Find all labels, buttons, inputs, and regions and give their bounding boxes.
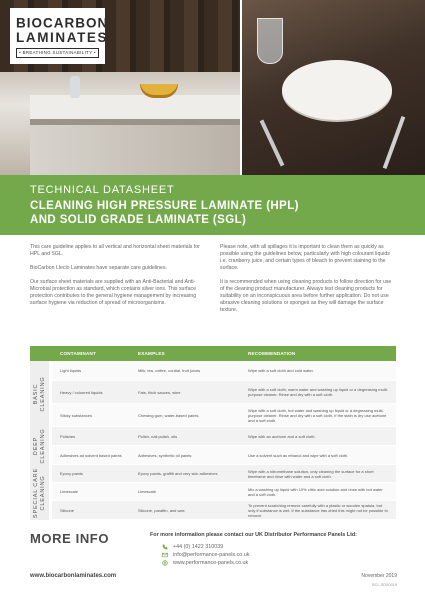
table-row bbox=[52, 427, 396, 446]
contact-website[interactable] bbox=[162, 559, 400, 567]
intro-paragraph: Our surface sheet materials are supplied with an Anti-Bacterial and Anti-Microbial protection as standard, which contains silver ions. This surface protection contributes to the general hygiene management by increasing surface hygiene via reduction of spread of microorganisms. bbox=[30, 279, 197, 306]
header-examples: EXAMPLES bbox=[138, 351, 165, 356]
cell-recommendation: Wipe with an acetone and a soft cloth. bbox=[248, 433, 316, 439]
table-row bbox=[52, 361, 396, 381]
intro-left-column bbox=[30, 244, 206, 314]
phone-number: +44 (0) 1422 310039 bbox=[173, 544, 224, 550]
kitchen-island-top bbox=[30, 95, 240, 125]
cell-contaminant: Light liquids bbox=[60, 368, 82, 373]
title-banner bbox=[0, 175, 425, 235]
cell-contaminant: Adhesives ad solvent based paints bbox=[60, 452, 122, 458]
group-label: DEEP CLEANING bbox=[32, 428, 46, 464]
cell-recommendation: Wipe with a soft cloth, hot water and washing up liquid or a degreasing multi-purpose cleaner. Rinse and dry with a soft cloth. If the stain is dry use acetone and a soft cloth. bbox=[248, 407, 387, 423]
group-basic-cleaning bbox=[30, 361, 50, 427]
group-deep-cleaning bbox=[30, 427, 50, 465]
cell-recommendation: Use a solvent such as ethanol and wipe with a soft cloth. bbox=[248, 452, 349, 458]
cleaning-table bbox=[30, 346, 396, 520]
cell-examples: Chewing gum, water-based paints bbox=[138, 412, 199, 418]
wine-glass bbox=[257, 18, 283, 64]
intro-paragraph: It is recommended when using cleaning products to follow direction for use of the cleaning product manufacturer. Always test cleaning products for suitability on an inconspicuous area before further application. Do not use abrasive cleaning solutions or sponges as they will damage the surface texture. bbox=[220, 279, 392, 313]
cell-recommendation: To prevent scratching remove carefully with a plastic or wooden spatula, but only if substance is wet. If the substance has dried this might not be possible to remove. bbox=[248, 502, 388, 518]
group-special-care-cleaning bbox=[30, 465, 50, 520]
footer-website[interactable]: www.biocarbonlaminates.com bbox=[30, 573, 117, 579]
more-info-title: MORE INFO bbox=[30, 531, 110, 546]
contact-phone[interactable] bbox=[162, 543, 400, 551]
header-recommendation: RECOMMENDATION bbox=[248, 351, 296, 356]
knife bbox=[383, 116, 406, 169]
website-link: www.performance-panels.co.uk bbox=[173, 560, 249, 566]
cell-examples: Polish, nail polish, oils bbox=[138, 433, 178, 439]
logo-line-1: BIOCARBON® bbox=[16, 15, 113, 31]
cell-contaminant: Silicone bbox=[60, 507, 75, 513]
contact-heading: For more information please contact our UK Distributor Performance Panels Ltd: bbox=[150, 532, 357, 538]
cell-recommendation: Wipe with a soft cloth, warm water and washing up liquid or a degreasing multi-purpose cleaner. Rinse and dry with a soft cloth. bbox=[248, 387, 389, 397]
table-row bbox=[52, 381, 396, 404]
email-address: info@performance-panels.co.uk bbox=[173, 552, 250, 558]
table-row bbox=[52, 446, 396, 465]
document-title-line-1: CLEANING HIGH PRESSURE LAMINATE (HPL) bbox=[30, 200, 299, 212]
table-row bbox=[52, 465, 396, 483]
header-contaminant: CONTAMINANT bbox=[60, 351, 97, 356]
intro-paragraph: BioCarbon Lleclo Laminates have separate care guidelines. bbox=[30, 265, 167, 271]
cell-recommendation: Mix a washing up liquid with 10% citric acid solution and rinse with hot water and a soft cloth. bbox=[248, 486, 383, 497]
fork bbox=[260, 119, 285, 166]
table-header bbox=[30, 346, 396, 361]
email-icon bbox=[162, 552, 168, 558]
biocarbon-logo bbox=[10, 8, 113, 64]
cell-examples: Limescale bbox=[138, 489, 157, 494]
vase bbox=[70, 76, 80, 98]
cell-examples: Epoxy paints, graffiti and very sick adhesives bbox=[138, 471, 218, 476]
phone-icon bbox=[162, 544, 168, 550]
kitchen-island-side bbox=[30, 125, 240, 175]
cell-contaminant: Polishes bbox=[60, 433, 76, 439]
globe-icon bbox=[162, 560, 168, 566]
table-row bbox=[52, 501, 396, 520]
logo-tagline: • BREATHING SUSTAINABILITY • bbox=[16, 48, 99, 58]
intro-right-column bbox=[220, 244, 396, 321]
cell-contaminant: Heavy / coloured liquids bbox=[60, 389, 103, 395]
cell-contaminant: Sticky substances bbox=[60, 412, 93, 418]
footer-date: November 2019 bbox=[361, 573, 397, 579]
cell-examples: Silicone, paraffin, and wax bbox=[138, 507, 185, 513]
datasheet-label: TECHNICAL DATASHEET bbox=[30, 184, 175, 196]
table-setting-photo bbox=[242, 0, 425, 175]
group-label: SPECIAL CARE CLEANING bbox=[32, 467, 46, 518]
intro-paragraph: This care guideline applies to all vertical and horizontal sheet materials for HPL and SGL. bbox=[30, 244, 200, 257]
table-row bbox=[52, 483, 396, 501]
cell-contaminant: Limescale bbox=[60, 489, 79, 494]
logo-line-2: LAMINATES bbox=[16, 29, 109, 45]
document-code: BCL-SDS0019 bbox=[372, 583, 397, 587]
document-title-line-2: AND SOLID GRADE LAMINATE (SGL) bbox=[30, 214, 247, 226]
cell-examples: Adhesives, synthetic oil paints bbox=[138, 452, 192, 458]
group-label: BASIC CLEANING bbox=[32, 376, 46, 412]
cell-contaminant: Epoxy paints bbox=[60, 471, 83, 476]
contact-email[interactable] bbox=[162, 551, 400, 559]
intro-paragraph: Please note, with all spillages it is important to clean them as quickly as possible using the guidelines below, particularly with high colourant liquids i.e. cranberry juice, and certain types of bleach to prevent staining to the surface. bbox=[220, 244, 390, 271]
table-row bbox=[52, 404, 396, 427]
cell-recommendation: Wipe with a soft cloth and cold water. bbox=[248, 368, 314, 373]
cell-recommendation: Wipe with a nitromethane solution, only cleaning the surface for a short timeframe and rinse with water and a soft cloth. bbox=[248, 468, 374, 479]
plate bbox=[282, 60, 392, 120]
intro-text bbox=[30, 244, 398, 342]
contact-block bbox=[150, 532, 400, 567]
cell-examples: Milk, tea, coffee, cordial, fruit juices bbox=[138, 368, 201, 373]
cell-examples: Fats, thick sauces, wine bbox=[138, 389, 181, 395]
